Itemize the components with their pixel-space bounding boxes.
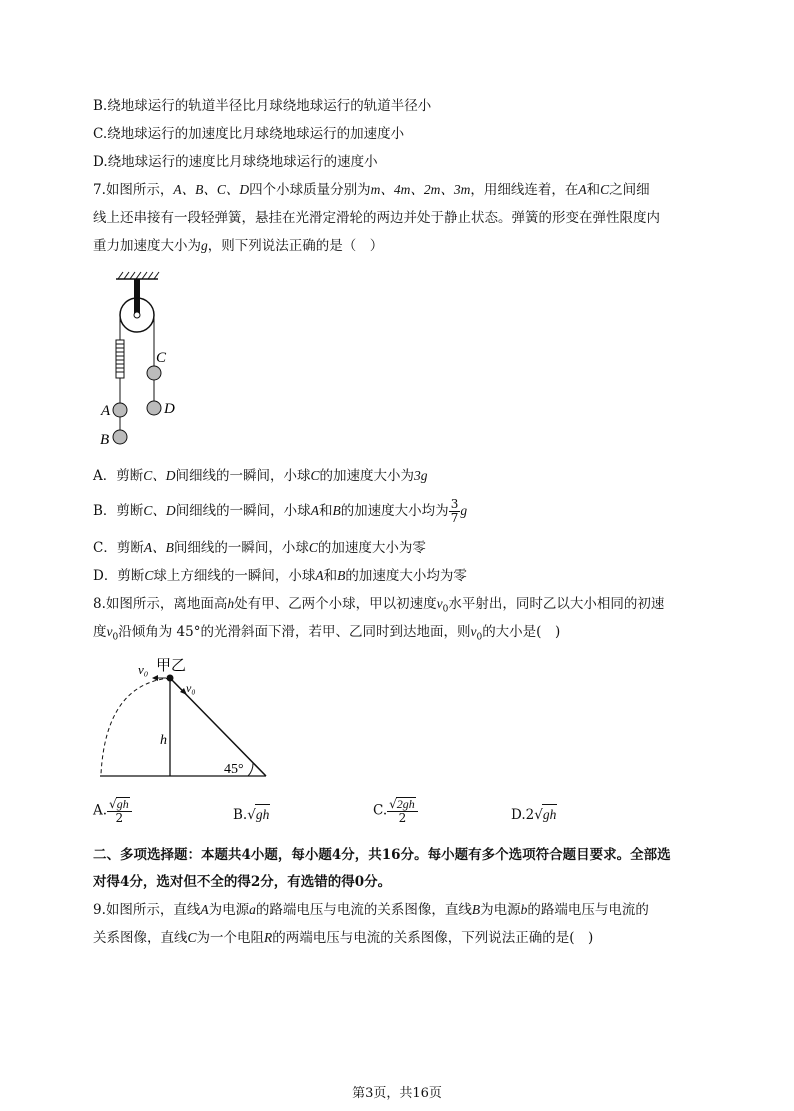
fraction-3-7: $\frac{3}{7}$ <box>450 497 459 525</box>
q8-option-d: D.2√gh <box>511 804 557 825</box>
ball-c <box>147 366 161 380</box>
q6-option-b: B.绕地球运行的轨道半径比月球绕地球运行的轨道半径小 <box>93 98 432 114</box>
label-c: C <box>156 350 167 366</box>
label-h: h <box>160 733 167 748</box>
label-a: A <box>101 403 111 419</box>
q9-stem-line-1: 9.如图所示，直线A为电源a的路端电压与电流的关系图像，直线B为电源b的路端电压与电流的 <box>93 902 649 918</box>
q9-stem-line-2: 关系图像，直线C为一个电阻R的两端电压与电流的关系图像，下列说法正确的是( ) <box>93 930 594 946</box>
ball-b <box>113 430 127 444</box>
q6-option-c: C.绕地球运行的加速度比月球绕地球运行的加速度小 <box>93 126 405 142</box>
ball-a <box>113 403 127 417</box>
q8-option-b: B.√gh <box>233 804 270 825</box>
section-2-heading-line-1: 二、多项选择题：本题共4小题，每小题4分，共16分。每小题有多个选项符合题目要求。全部选 <box>93 847 671 863</box>
q7-pulley-figure <box>96 268 196 450</box>
q7-stem-line-2: 线上还串接有一段轻弹簧，悬挂在光滑定滑轮的两边并处于静止状态。弹簧的形变在弹性限度内 <box>93 210 660 226</box>
label-d: D <box>164 401 175 417</box>
q8-stem-line-1: 8.如图所示，离地面高h处有甲、乙两个小球，甲以初速度$v_0$水平射出，同时乙以大小相同的初速 <box>93 596 665 615</box>
label-jia-yi: 甲乙 <box>156 658 187 674</box>
label-v0-left: v₀ <box>138 662 149 677</box>
q6-option-d: D.绕地球运行的速度比月球绕地球运行的速度小 <box>93 154 378 170</box>
q8-option-c: C. $\frac{√2gh}{2}$ <box>373 797 418 825</box>
q7-option-a: A．剪断C、D间细线的一瞬间，小球C的加速度大小为3g <box>93 468 428 484</box>
q7-stem-line-3: 重力加速度大小为g，则下列说法正确的是（ ） <box>93 238 384 254</box>
label-b: B <box>100 432 110 448</box>
balls-jia-yi <box>167 675 174 682</box>
ball-d <box>147 401 161 415</box>
q8-stem-line-2: 度$v_0$沿倾角为 45°的光滑斜面下滑，若甲、乙同时到达地面，则$v_0$的大小是( ) <box>93 624 561 643</box>
page-footer: 第3页，共16页 <box>352 1086 442 1101</box>
q7-option-d: D．剪断C球上方细线的一瞬间，小球A和B的加速度大小均为零 <box>93 568 467 584</box>
q8-option-a: A. $\frac{√gh}{2}$ <box>93 797 132 825</box>
q7-option-c: C．剪断A、B间细线的一瞬间，小球C的加速度大小为零 <box>93 540 426 556</box>
section-2-heading-line-2: 对得4分，选对但不全的得2分，有选错的得0分。 <box>93 874 392 890</box>
q7-stem-line-1: 7.如图所示，A、B、C、D四个小球质量分别为m、4m、2m、3m，用细线连着，在A和C之间细 <box>93 182 650 198</box>
label-v0-right: v₀ <box>186 681 196 695</box>
q8-incline-figure <box>96 656 271 780</box>
label-angle-45: 45° <box>224 762 244 777</box>
q7-option-b: B．剪断C、D间细线的一瞬间，小球A和B的加速度大小均为 $\frac{3}{7}$ g <box>93 497 468 525</box>
